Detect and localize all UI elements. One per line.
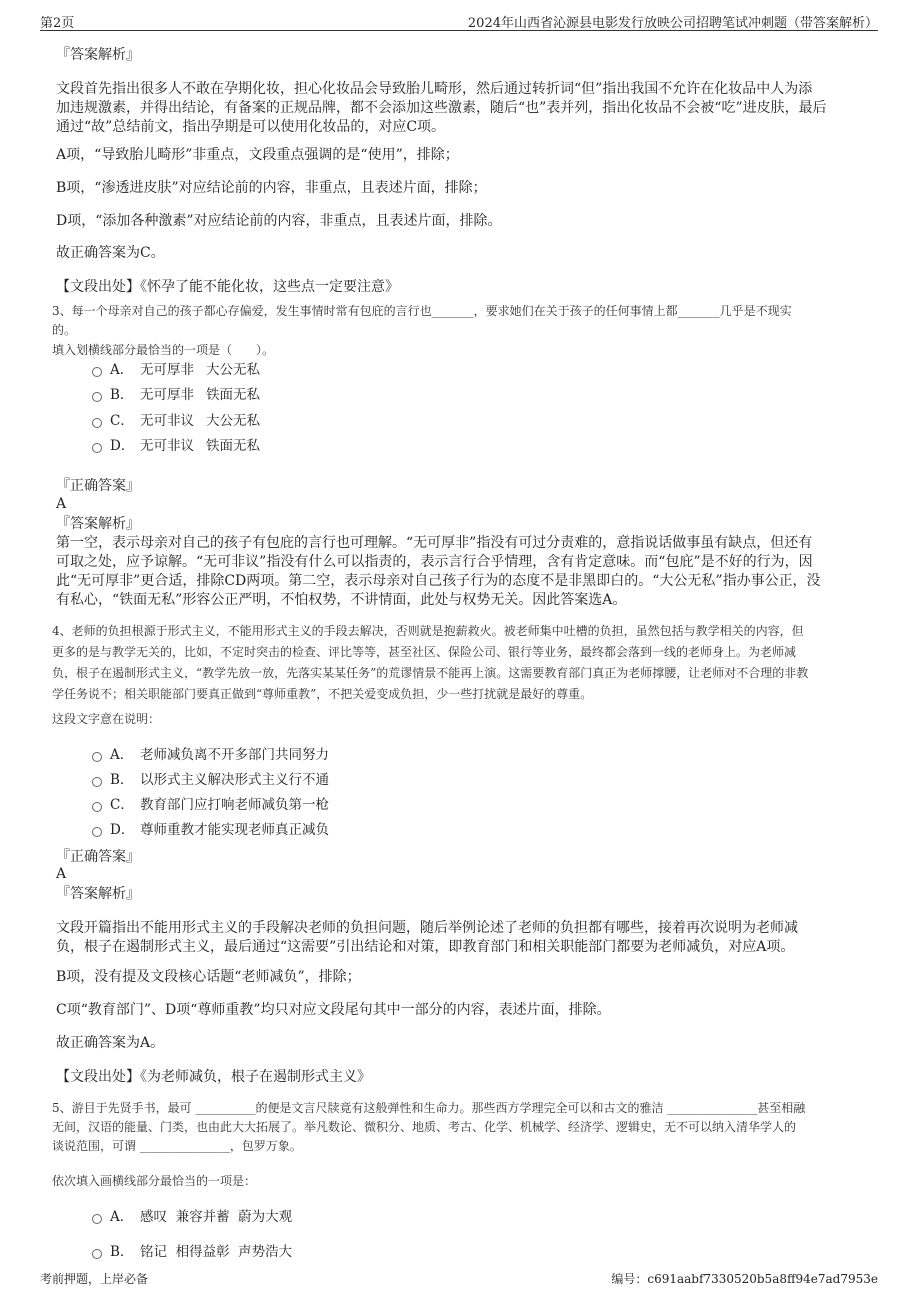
analysis-paragraph <box>56 534 876 610</box>
question-stem <box>52 302 872 340</box>
document-code: 编号：c691aabf7330520b5a8ff94e7ad7953e <box>611 1272 878 1286</box>
correct-answer-mark: 『正确答案』 <box>56 478 140 494</box>
text-line: 通过“故”总结前文，指出孕期是可以使用化妆品的，对应C项。 <box>56 119 446 135</box>
text-line: 可取之处，应予谅解。“无可非议”指没有什么可以指责的，表示言行合乎情理，含有肯定意味。而“包庇”是不好的行为，因 <box>56 554 813 570</box>
option-b[interactable]: B． 以形式主义解决形式主义行不通 <box>92 771 329 790</box>
radio-button-icon[interactable] <box>92 1249 102 1259</box>
text-line: 4、老师的负担根源于形式主义，不能用形式主义的手段去解决，否则就是抱薪救火。被老师集中吐槽的负担，虽然包括与教学相关的内容，但 <box>52 624 804 638</box>
text-line: 文段首先指出很多人不敢在孕期化妆，担心化妆品会导致胎儿畸形，然后通过转折词“但”指出我国不允许在化妆品中人为添 <box>56 81 813 97</box>
text-line: 负，根子在遏制形式主义，“教学先放一放，先落实某某任务”的荒谬情景不能再上演。这需要教育部门真正为老师撑腰，让老师对不合理的非教 <box>52 666 809 680</box>
radio-button-icon[interactable] <box>92 777 102 787</box>
option-d[interactable]: D． 无可非议 铁面无私 <box>92 437 260 456</box>
correct-answer-mark: 『正确答案』 <box>56 849 140 865</box>
option-d[interactable]: D． 尊师重教才能实现老师真正减负 <box>92 821 329 840</box>
analysis-mark: 『答案解析』 <box>56 47 140 63</box>
text-line: 负，根子在遏制形式主义，最后通过“这需要”引出结论和对策，即教育部门和相关职能部门都要为老师减负，对应A项。 <box>56 939 795 955</box>
conclusion: 故正确答案为C。 <box>56 245 165 261</box>
document-title: 2024年山西省沁源县电影发行放映公司招聘笔试冲刺题（带答案解析） <box>467 16 878 31</box>
option-c[interactable]: C． 无可非议 大公无私 <box>92 412 260 431</box>
text-line: 文段开篇指出不能用形式主义的手段解决老师的负担问题，随后举例论述了老师的负担都有哪些，接着再次说明为老师减 <box>56 920 798 936</box>
footer-slogan: 考前押题，上岸必备 <box>40 1272 149 1286</box>
analysis-paragraph <box>56 80 876 137</box>
text-line: 5、游目于先贤手书，最可 __________的便是文言尺牍竟有这般弹性和生命力。那些西方学理完全可以和古文的雅洁 _______________甚至相融 <box>52 1101 806 1115</box>
correct-answer: A <box>56 866 67 882</box>
page-number: 第2页 <box>40 16 75 31</box>
radio-button-icon[interactable] <box>92 1214 102 1224</box>
text-line: 更多的是与教学无关的，比如，不定时突击的检查、评比等等，甚至社区、保险公司、银行等业务，最终都会落到一线的老师身上。为老师减 <box>52 645 797 659</box>
option-b-analysis: B项，没有提及文段核心话题“老师减负”，排除； <box>56 969 361 985</box>
question-stem <box>52 1099 872 1156</box>
text-line: 谈说范围，可谓 _______________，包罗万象。 <box>52 1139 302 1153</box>
radio-button-icon[interactable] <box>92 752 102 762</box>
analysis-mark: 『答案解析』 <box>56 516 140 532</box>
option-d-analysis: D项，“添加各种激素”对应结论前的内容，非重点，且表述片面，排除。 <box>56 213 502 229</box>
text-line: 有私心，“铁面无私”形容公正严明，不怕权势，不讲情面，此处与权势无关。因此答案选A。 <box>56 592 627 608</box>
analysis-paragraph <box>56 919 876 957</box>
option-b[interactable]: B． 铭记 相得益彰 声势浩大 <box>92 1243 292 1262</box>
radio-button-icon[interactable] <box>92 802 102 812</box>
text-source: 【文段出处】《怀孕了能不能化妆，这些点一定要注意》 <box>56 279 399 295</box>
option-a[interactable]: A． 无可厚非 大公无私 <box>92 361 260 380</box>
text-line: 学任务说不；相关职能部门要真正做到“尊师重教”，不把关爱变成负担，少一些打扰就是最好的尊重。 <box>52 687 593 701</box>
option-a-analysis: A项，“导致胎儿畸形”非重点，文段重点强调的是“使用”，排除； <box>56 147 459 163</box>
option-a[interactable]: A． 老师减负离不开多部门共同努力 <box>92 746 329 765</box>
analysis-mark: 『答案解析』 <box>56 886 140 902</box>
text-line: 第一空，表示母亲对自己的孩子有包庇的言行也可理解。“无可厚非”指没有可过分责难的，意指说话做事虽有缺点，但还有 <box>56 535 813 551</box>
radio-button-icon[interactable] <box>92 827 102 837</box>
option-c[interactable]: C． 教育部门应打响老师减负第一枪 <box>92 796 329 815</box>
radio-button-icon[interactable] <box>92 418 102 428</box>
question-instruction: 填入划横线部分最恰当的一项是（ ）。 <box>52 343 275 357</box>
text-line: 无间，汉语的能量、门类，也由此大大拓展了。举凡数论、微积分、地质、考古、化学、机械学、经济学、逻辑史，无不可以纳入清华学人的 <box>52 1120 797 1134</box>
question-stem <box>52 621 872 705</box>
radio-button-icon[interactable] <box>92 392 102 402</box>
text-line: 加违规激素，并得出结论，有备案的正规品牌，都不会添加这些激素，随后“也”表并列，指出化妆品不会被“吃”进皮肤，最后 <box>56 100 827 116</box>
option-b-analysis: B项，“渗透进皮肤”对应结论前的内容，非重点，且表述片面，排除； <box>56 180 487 196</box>
radio-button-icon[interactable] <box>92 443 102 453</box>
radio-button-icon[interactable] <box>92 367 102 377</box>
text-source: 【文段出处】《为老师减负，根子在遏制形式主义》 <box>56 1069 371 1085</box>
question-instruction: 这段文字意在说明： <box>52 712 161 726</box>
correct-answer: A <box>56 496 67 512</box>
text-line: 的。 <box>52 323 77 337</box>
question-instruction: 依次填入画横线部分最恰当的一项是： <box>52 1174 257 1188</box>
text-line: 3、每一个母亲对自己的孩子都心存偏爱，发生事情时常有包庇的言行也_______，要求她们在关于孩子的任何事情上都_______几乎是不现实 <box>52 304 792 318</box>
option-b[interactable]: B． 无可厚非 铁面无私 <box>92 386 260 405</box>
option-cd-analysis: C项“教育部门”、D项“尊师重教”均只对应文段尾句其中一部分的内容，表述片面，排除。 <box>56 1002 611 1018</box>
text-line: 此“无可厚非”更合适，排除CD两项。第二空，表示母亲对自己孩子行为的态度不是非黑即白的。“大公无私”指办事公正，没 <box>56 573 821 589</box>
option-a[interactable]: A． 感叹 兼容并蓄 蔚为大观 <box>92 1208 292 1227</box>
conclusion: 故正确答案为A。 <box>56 1035 165 1051</box>
page-header <box>40 10 878 31</box>
